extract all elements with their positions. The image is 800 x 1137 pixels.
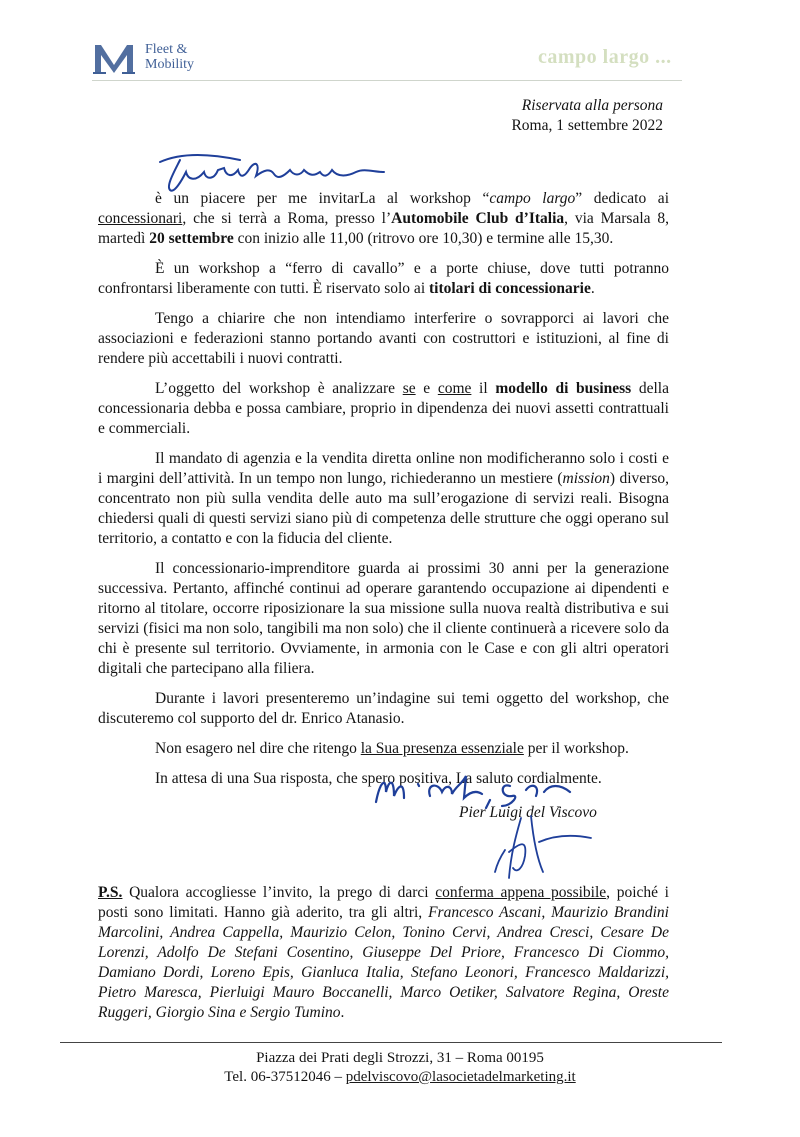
p1-venue: Automobile Club d’Italia [391, 210, 565, 227]
ps-text-c: , poiché i posti sono limitati. Hanno già aderito, tra gli altri, [98, 884, 669, 921]
paragraph-7: Durante i lavori presenteremo un’indagine sui temi oggetto del workshop, che discuteremo col supporto del dr. Enrico Atanasio. [98, 690, 669, 727]
p4-business-model: modello di business [495, 380, 632, 397]
p5-text-a: Il mandato di agenzia e la vendita diretta online non modificheranno solo i costi e i margini dell’attività. In un tempo non lungo, richiederanno un mestiere ( [98, 450, 669, 487]
footer-contacts [0, 1068, 800, 1087]
ps-participants: Francesco Ascani, Maurizio Brandini Marcolini, Andrea Cappella, Maurizio Celon, Tonino Cervi, Andrea Cresci, Cesare De Lorenzi, Adolfo De Stefani Cosentino, Giuseppe Del Priore, Francesco Di Ciommo, Damiano Dordi, Loreno Epis, Gianluca Italia, Stefano Leonori, Francesco Maldarizzi, Pietro Maresca, Pierluigi Mauro Boccanelli, Marco Oetiker, Salvatore Regina, Oreste Ruggeri, Giorgio Sina e Sergio Tumino [98, 904, 669, 1021]
footer-phone: Tel. 06-37512046 – [224, 1069, 346, 1085]
p2-target: titolari di concessionarie [429, 280, 591, 297]
letter-meta [511, 96, 663, 136]
fleet-mobility-logo-icon [93, 41, 135, 75]
p1-audience: concessionari [98, 210, 183, 227]
paragraph-6: Il concessionario-imprenditore guarda ai prossimi 30 anni per la generazione successiva. Pertanto, affinché continui ad operare garantendo occupazione ai dipendenti e ritorno al titolare, occorre riposizionare la sua missione sulla nuova realtà distributiva e sui servizi (fisici ma non solo, tangibili ma non solo) che il cliente continuerà a ricevere solo da chi è presente sul territorio. Ovviamente, in armonia con le Case e con gli altri operatori digitali che partecipano alla filiera. [98, 560, 669, 677]
paragraph-1 [98, 189, 669, 249]
p8-text-a: Non esagero nel dire che ritengo [155, 740, 361, 757]
p2-text-a: È un workshop a “ferro di cavallo” e a porte chiuse, dove tutti potranno confrontarsi liberamente con tutti. È riservato solo ai [98, 260, 669, 297]
p1-event-name: campo largo [489, 190, 576, 207]
p4-text-c: e [415, 380, 438, 397]
p8-text-c: per il workshop. [523, 740, 629, 757]
p5-text-c: ) diverso, concentrato non più sulla vendita delle auto ma sull’erogazione di servizi reali. Bisogna chiedersi quali di questi servizi siano più di competenza delle strutture che oggi operano sul territorio, a contatto e con la fiducia del cliente. [98, 470, 669, 547]
p4-text-a: L’oggetto del workshop è analizzare [155, 380, 403, 397]
paragraph-5 [98, 449, 669, 549]
signature-scribble-icon [487, 812, 597, 882]
footer-address: Piazza dei Prati degli Strozzi, 31 – Roma 00195 [256, 1050, 544, 1066]
p1-text-e: , che si terrà a Roma, presso l’ [182, 210, 392, 227]
header-divider [92, 80, 682, 81]
p1-text-g: , via Marsala 8, martedì [98, 210, 669, 247]
p1-date: 20 settembre [149, 230, 234, 247]
footer-email-link[interactable]: pdelviscovo@lasocietadelmarketing.it [345, 1069, 576, 1085]
p1-text-c: ” dedicato ai [575, 190, 669, 207]
p1-text-i: con inizio alle 11,00 (ritrovo ore 10,30) e termine alle 15,30. [233, 230, 614, 247]
logo-text [145, 42, 194, 72]
ps-text-a: Qualora accogliesse l’invito, la prego di darci [122, 884, 436, 901]
postscript [98, 883, 669, 1023]
ps-label: P.S. [98, 884, 123, 901]
ps-confirm: conferma appena possibile [435, 884, 607, 901]
p8-emphasis: la Sua presenza essenziale [360, 740, 524, 757]
ps-end: . [340, 1004, 345, 1021]
p5-mission: mission [562, 470, 610, 487]
p2-text-c: . [590, 280, 595, 297]
footer-divider [60, 1042, 722, 1043]
p4-text-e: il [471, 380, 496, 397]
letter-body [98, 189, 669, 799]
logo-line-1: Fleet & [145, 42, 188, 57]
paragraph-2 [98, 259, 669, 299]
place-date: Roma, 1 settembre 2022 [511, 117, 663, 134]
p1-text-a: è un piacere per me invitarLa al workshop “ [155, 190, 490, 207]
paragraph-3: Tengo a chiarire che non intendiamo interferire o sovrapporci ai lavori che associazioni e federazioni stanno portando avanti con costruttori e istituzioni, al fine di rendere più accettabili i nuovi contratti. [98, 310, 669, 367]
logo-line-2: Mobility [145, 57, 195, 72]
p4-come: come [437, 380, 472, 397]
p4-text-g: della concessionaria debba e possa cambiare, proprio in dipendenza dei nuovi assetti contrattuali e commerciali. [98, 380, 669, 437]
paragraph-9: In attesa di una Sua risposta, che spero positiva, La saluto cordialmente. [155, 770, 602, 787]
campaign-title: campo largo ... [538, 46, 672, 68]
footer [0, 1049, 800, 1087]
p4-se: se [402, 380, 416, 397]
paragraph-4 [98, 379, 669, 439]
paragraph-8 [98, 739, 669, 759]
signatory-name: Pier Luigi del Viscovo [459, 804, 597, 821]
confidential-note: Riservata alla persona [521, 97, 663, 114]
